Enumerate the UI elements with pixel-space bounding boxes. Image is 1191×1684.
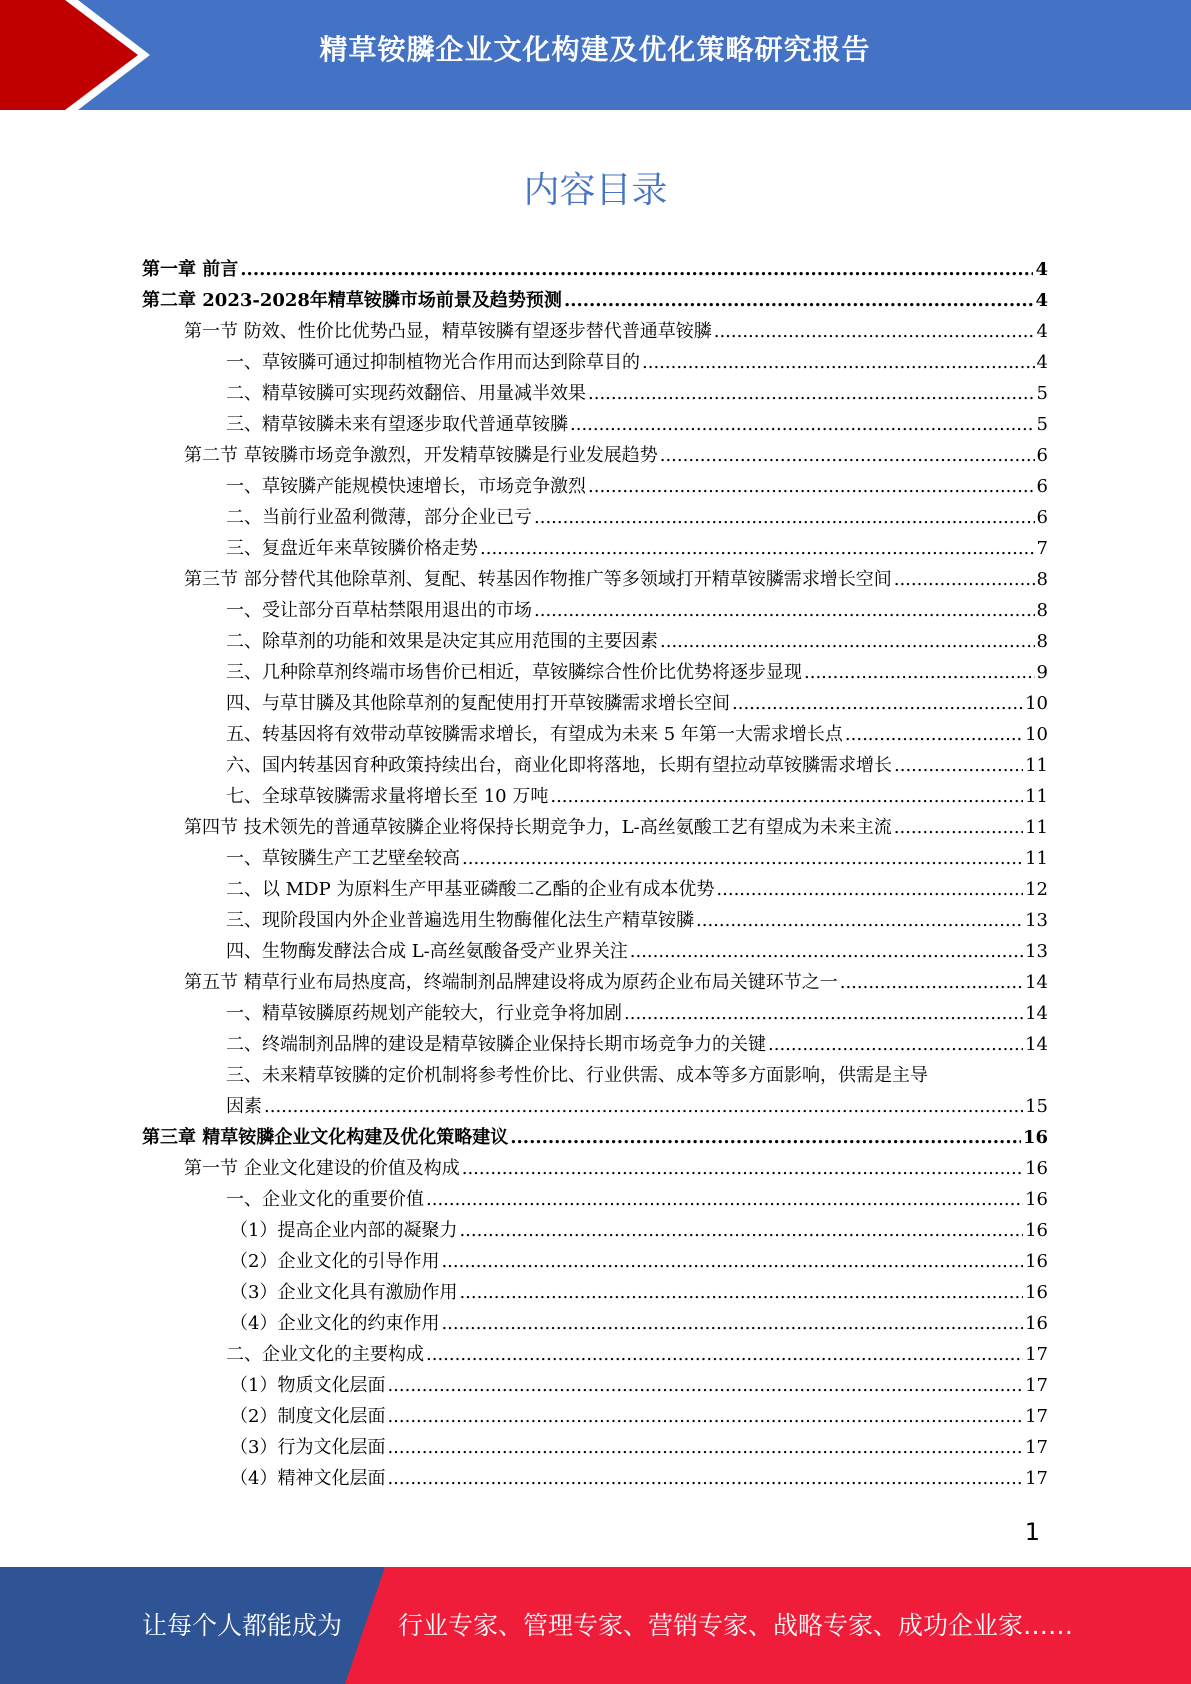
toc-entry-page: 16 — [1025, 1189, 1048, 1210]
toc-leader-dots — [588, 378, 1035, 409]
toc-entry-page: 17 — [1025, 1406, 1048, 1427]
toc-entry-page: 4 — [1035, 290, 1048, 311]
toc-entry[interactable] — [142, 657, 1048, 688]
toc-leader-dots — [845, 719, 1023, 750]
toc-title: 内容目录 — [523, 170, 668, 211]
footer-slogan-left: 让每个人都能成为 — [142, 1611, 343, 1640]
toc-entry-label: 二、企业文化的主要构成 — [226, 1344, 424, 1365]
toc-entry[interactable] — [142, 1029, 1048, 1060]
toc-entry[interactable] — [142, 1432, 1048, 1463]
toc-leader-dots — [510, 1122, 1021, 1153]
toc-leader-dots — [550, 781, 1023, 812]
toc-entry-page: 17 — [1025, 1344, 1048, 1365]
toc-entry-label: 第一章 前言 — [142, 259, 239, 280]
toc-entry-label: （3）企业文化具有激励作用 — [230, 1282, 458, 1303]
toc-entry-page: 6 — [1036, 476, 1048, 497]
toc-leader-dots — [630, 936, 1023, 967]
toc-leader-dots — [840, 967, 1023, 998]
toc-entry-page: 16 — [1022, 1127, 1048, 1148]
header-chevron-red — [0, 0, 138, 110]
toc-leader-dots — [426, 1339, 1023, 1370]
toc-leader-dots — [570, 409, 1035, 440]
toc-leader-dots — [894, 812, 1023, 843]
toc-leader-dots — [387, 1401, 1023, 1432]
toc-entry-label: 二、当前行业盈利微薄，部分企业已亏 — [226, 507, 532, 528]
toc-leader-dots — [441, 1246, 1023, 1277]
toc-leader-dots — [732, 688, 1023, 719]
toc-leader-dots — [642, 347, 1035, 378]
toc-entry-page: 14 — [1025, 972, 1048, 993]
toc-entry-page: 17 — [1025, 1375, 1048, 1396]
toc-entry-label: 一、精草铵膦原药规划产能较大，行业竞争将加剧 — [226, 1003, 622, 1024]
toc-entry-label: 六、国内转基因育种政策持续出台，商业化即将落地，长期有望拉动草铵膦需求增长 — [226, 755, 892, 776]
toc-leader-dots — [459, 1277, 1023, 1308]
toc-entry-page: 15 — [1025, 1096, 1048, 1117]
toc-entry-label: 五、转基因将有效带动草铵膦需求增长，有望成为未来 5 年第一大需求增长点 — [226, 724, 843, 745]
toc-entry[interactable] — [142, 409, 1048, 440]
toc-entry[interactable] — [142, 533, 1048, 564]
toc-leader-dots — [714, 316, 1035, 347]
toc-entry[interactable] — [142, 502, 1048, 533]
toc-entry-page: 4 — [1035, 259, 1048, 280]
toc-entry[interactable] — [142, 843, 1048, 874]
toc-entry[interactable] — [142, 1308, 1048, 1339]
toc-entry-page: 9 — [1036, 662, 1048, 683]
toc-entry-label: 第二章 2023-2028年精草铵膦市场前景及趋势预测 — [142, 290, 562, 311]
toc-entry-label: 三、复盘近年来草铵膦价格走势 — [226, 538, 478, 559]
toc-leader-dots — [459, 1215, 1023, 1246]
toc-leader-dots — [768, 1029, 1023, 1060]
toc-entry-page: 4 — [1036, 352, 1048, 373]
toc-leader-dots — [240, 254, 1033, 285]
toc-entry[interactable] — [142, 1463, 1048, 1494]
report-title: 精草铵膦企业文化构建及优化策略研究报告 — [319, 33, 871, 66]
toc-entry-label: （2）企业文化的引导作用 — [230, 1251, 440, 1272]
toc-entry[interactable] — [142, 812, 1048, 843]
toc-entry[interactable] — [142, 1091, 1048, 1122]
toc-entry-label: 三、现阶段国内外企业普遍选用生物酶催化法生产精草铵膦 — [226, 910, 694, 931]
toc-entry-label: 第一节 企业文化建设的价值及构成 — [184, 1158, 460, 1179]
page-number: 1 — [1024, 1518, 1040, 1546]
toc-entry[interactable] — [142, 347, 1048, 378]
toc-entry[interactable] — [142, 1339, 1048, 1370]
table-of-contents — [142, 254, 1048, 1494]
toc-entry-page: 10 — [1025, 693, 1048, 714]
toc-entry-label: 第二节 草铵膦市场竞争激烈，开发精草铵膦是行业发展趋势 — [184, 445, 658, 466]
toc-entry[interactable] — [142, 905, 1048, 936]
toc-entry[interactable] — [142, 1060, 1048, 1091]
footer-banner — [0, 1567, 1191, 1684]
toc-entry-label: 一、草铵膦可通过抑制植物光合作用而达到除草目的 — [226, 352, 640, 373]
toc-entry[interactable] — [142, 471, 1048, 502]
toc-entry-label: 二、除草剂的功能和效果是决定其应用范围的主要因素 — [226, 631, 658, 652]
toc-leader-dots — [894, 564, 1035, 595]
toc-entry-page: 8 — [1036, 631, 1048, 652]
toc-entry[interactable] — [142, 998, 1048, 1029]
toc-entry-page: 16 — [1025, 1251, 1048, 1272]
toc-entry-page: 17 — [1025, 1437, 1048, 1458]
toc-entry-page: 13 — [1025, 910, 1048, 931]
toc-leader-dots — [264, 1091, 1023, 1122]
toc-leader-dots — [387, 1432, 1023, 1463]
toc-entry[interactable] — [142, 1215, 1048, 1246]
toc-entry-page: 11 — [1025, 817, 1048, 838]
toc-entry[interactable] — [142, 874, 1048, 905]
toc-entry[interactable] — [142, 936, 1048, 967]
toc-entry-page: 8 — [1036, 600, 1048, 621]
toc-entry-label: 二、精草铵膦可实现药效翻倍、用量减半效果 — [226, 383, 586, 404]
toc-leader-dots — [441, 1308, 1023, 1339]
toc-entry-label: 三、精草铵膦未来有望逐步取代普通草铵膦 — [226, 414, 568, 435]
toc-leader-dots — [462, 843, 1023, 874]
toc-entry-label: 一、草铵膦产能规模快速增长，市场竞争激烈 — [226, 476, 586, 497]
toc-leader-dots — [387, 1463, 1023, 1494]
toc-entry-label: （4）精神文化层面 — [230, 1468, 386, 1489]
toc-entry-label: 第三章 精草铵膦企业文化构建及优化策略建议 — [142, 1127, 509, 1148]
toc-entry-page: 11 — [1025, 786, 1048, 807]
toc-entry-page: 13 — [1025, 941, 1048, 962]
toc-entry-label: 三、未来精草铵膦的定价机制将参考性价比、行业供需、成本等多方面影响，供需是主导 — [226, 1065, 928, 1086]
toc-entry-label: （1）提高企业内部的凝聚力 — [230, 1220, 458, 1241]
toc-leader-dots — [426, 1184, 1023, 1215]
toc-leader-dots — [387, 1370, 1023, 1401]
toc-entry[interactable] — [142, 688, 1048, 719]
toc-entry[interactable] — [142, 1401, 1048, 1432]
toc-entry-label: 四、生物酶发酵法合成 L-高丝氨酸备受产业界关注 — [226, 941, 628, 962]
toc-entry[interactable] — [142, 440, 1048, 471]
toc-entry-page: 10 — [1025, 724, 1048, 745]
toc-leader-dots — [696, 905, 1023, 936]
toc-entry-label: 第三节 部分替代其他除草剂、复配、转基因作物推广等多领域打开精草铵膦需求增长空间 — [184, 569, 892, 590]
toc-leader-dots — [462, 1153, 1023, 1184]
toc-entry[interactable] — [142, 781, 1048, 812]
toc-entry[interactable] — [142, 750, 1048, 781]
toc-entry-label: 第五节 精草行业布局热度高，终端制剂品牌建设将成为原药企业布局关键环节之一 — [184, 972, 838, 993]
toc-entry-label: 一、企业文化的重要价值 — [226, 1189, 424, 1210]
toc-entry-page: 11 — [1025, 755, 1048, 776]
toc-entry-page: 14 — [1025, 1034, 1048, 1055]
toc-entry-label: 第一节 防效、性价比优势凸显，精草铵膦有望逐步替代普通草铵膦 — [184, 321, 712, 342]
toc-entry[interactable] — [142, 1277, 1048, 1308]
toc-entry[interactable] — [142, 1122, 1048, 1153]
toc-entry[interactable] — [142, 595, 1048, 626]
toc-entry-label: 第四节 技术领先的普通草铵膦企业将保持长期竞争力，L-高丝氨酸工艺有望成为未来主流 — [184, 817, 892, 838]
toc-entry-page: 11 — [1025, 848, 1048, 869]
toc-entry[interactable] — [142, 719, 1048, 750]
toc-entry-page: 6 — [1036, 445, 1048, 466]
toc-leader-dots — [894, 750, 1023, 781]
toc-entry-label: （2）制度文化层面 — [230, 1406, 386, 1427]
toc-entry[interactable] — [142, 1153, 1048, 1184]
toc-entry-label: （1）物质文化层面 — [230, 1375, 386, 1396]
toc-entry-page: 7 — [1036, 538, 1048, 559]
toc-entry[interactable] — [142, 626, 1048, 657]
toc-leader-dots — [660, 626, 1035, 657]
toc-entry-label: 一、受让部分百草枯禁限用退出的市场 — [226, 600, 532, 621]
toc-leader-dots — [624, 998, 1023, 1029]
toc-leader-dots — [716, 874, 1023, 905]
header-banner — [0, 0, 1191, 110]
toc-entry[interactable] — [142, 285, 1048, 316]
toc-entry-label: 三、几种除草剂终端市场售价已相近，草铵膦综合性价比优势将逐步显现 — [226, 662, 802, 683]
footer-slogan-right: 行业专家、管理专家、营销专家、战略专家、成功企业家…… — [398, 1611, 1074, 1640]
toc-entry-page: 16 — [1025, 1313, 1048, 1334]
toc-leader-dots — [564, 285, 1034, 316]
toc-entry[interactable] — [142, 1246, 1048, 1277]
toc-entry-page: 5 — [1036, 414, 1048, 435]
toc-entry-page: 5 — [1036, 383, 1048, 404]
toc-leader-dots — [534, 502, 1035, 533]
toc-leader-dots — [660, 440, 1035, 471]
toc-entry[interactable] — [142, 1184, 1048, 1215]
toc-entry[interactable] — [142, 254, 1048, 285]
toc-entry-label: 二、终端制剂品牌的建设是精草铵膦企业保持长期市场竞争力的关键 — [226, 1034, 766, 1055]
toc-entry-page: 6 — [1036, 507, 1048, 528]
toc-entry-page: 4 — [1036, 321, 1048, 342]
toc-entry-label: 七、全球草铵膦需求量将增长至 10 万吨 — [226, 786, 549, 807]
toc-entry-label: （3）行为文化层面 — [230, 1437, 386, 1458]
toc-entry-page: 16 — [1025, 1220, 1048, 1241]
toc-leader-dots — [804, 657, 1035, 688]
toc-entry-page: 16 — [1025, 1282, 1048, 1303]
toc-entry[interactable] — [142, 378, 1048, 409]
toc-entry-page: 17 — [1025, 1468, 1048, 1489]
toc-entry-label: 四、与草甘膦及其他除草剂的复配使用打开草铵膦需求增长空间 — [226, 693, 730, 714]
toc-entry-label: 一、草铵膦生产工艺壁垒较高 — [226, 848, 460, 869]
toc-entry-label: 因素 — [226, 1096, 262, 1117]
toc-entry[interactable] — [142, 967, 1048, 998]
toc-leader-dots — [588, 471, 1035, 502]
toc-entry[interactable] — [142, 564, 1048, 595]
toc-entry-page: 14 — [1025, 1003, 1048, 1024]
toc-entry-page: 16 — [1025, 1158, 1048, 1179]
toc-entry[interactable] — [142, 316, 1048, 347]
toc-leader-dots — [480, 533, 1035, 564]
toc-entry-page: 8 — [1036, 569, 1048, 590]
toc-entry[interactable] — [142, 1370, 1048, 1401]
toc-entry-label: （4）企业文化的约束作用 — [230, 1313, 440, 1334]
toc-leader-dots — [534, 595, 1035, 626]
toc-entry-page: 12 — [1025, 879, 1048, 900]
toc-entry-label: 二、以 MDP 为原料生产甲基亚磷酸二乙酯的企业有成本优势 — [226, 879, 715, 900]
